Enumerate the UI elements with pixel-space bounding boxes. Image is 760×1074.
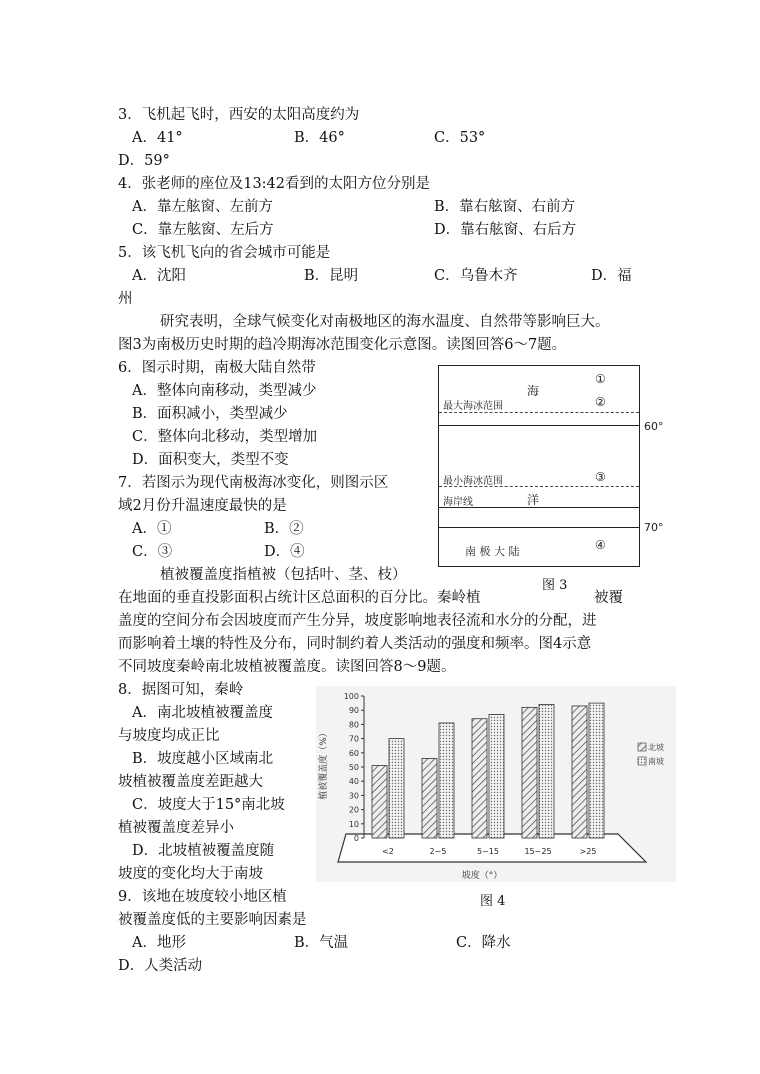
bar-south-slope bbox=[489, 714, 504, 838]
q4-option-d: D．靠右舷窗、右后方 bbox=[434, 222, 577, 238]
chart-y-axis-label: 植被覆盖度（%） bbox=[319, 728, 329, 800]
y-tick-label: 90 bbox=[348, 706, 359, 716]
q9-option-a: A．地形 bbox=[132, 935, 186, 951]
y-tick-label: 20 bbox=[348, 805, 359, 815]
q3-option-b: B．46° bbox=[294, 130, 345, 146]
legend-label: 北坡 bbox=[648, 743, 664, 752]
bar-south-slope bbox=[539, 705, 554, 838]
y-tick-label: 10 bbox=[348, 819, 359, 829]
y-tick-label: 70 bbox=[348, 734, 359, 744]
q9-stem-line2: 被覆盖度低的主要影响因素是 bbox=[118, 912, 307, 928]
y-tick-label: 0 bbox=[353, 834, 359, 843]
x-tick-label: 2~5 bbox=[429, 847, 447, 856]
bar-north-slope bbox=[572, 706, 587, 838]
q7-option-a: A．① bbox=[132, 521, 172, 537]
fig3-coastline bbox=[439, 507, 639, 508]
q6-option-a: A．整体向南移动，类型减少 bbox=[132, 383, 317, 399]
chart-x-axis-label: 坡度（°） bbox=[461, 871, 503, 881]
q6-stem: 6．图示时期，南极大陆自然带 bbox=[118, 360, 316, 376]
q6-option-b: B．面积减小，类型减少 bbox=[132, 406, 288, 422]
fig3-min-ice-label: 最小海冰范围 bbox=[443, 476, 503, 487]
q3-option-a: A．41° bbox=[132, 130, 183, 146]
q4-option-c: C．靠左舷窗、左后方 bbox=[132, 222, 274, 238]
y-tick-label: 30 bbox=[348, 791, 359, 801]
legend-swatch bbox=[638, 743, 646, 751]
y-tick-label: 100 bbox=[343, 692, 359, 701]
q3-option-c: C．53° bbox=[434, 130, 486, 146]
q8-option-a-line1: A．南北坡植被覆盖度 bbox=[132, 705, 273, 721]
figure-4-caption: 图 4 bbox=[480, 894, 506, 909]
y-tick-label: 80 bbox=[348, 720, 359, 730]
fig3-marker-2: ② bbox=[595, 395, 606, 409]
q5-option-c: C．乌鲁木齐 bbox=[434, 268, 518, 284]
legend-label: 南坡 bbox=[648, 757, 664, 766]
q7-stem-line2: 域2月份升温速度最快的是 bbox=[118, 498, 287, 514]
q9-option-d: D．人类活动 bbox=[118, 958, 203, 974]
figure-3-diagram bbox=[438, 365, 640, 567]
q8-option-d-line2: 坡度的变化均大于南坡 bbox=[118, 866, 263, 882]
bar-north-slope bbox=[522, 707, 537, 838]
q9-option-b: B．气温 bbox=[294, 935, 349, 951]
passage2-line2: 在地面的垂直投影面积占统计区总面积的百分比。秦岭植 bbox=[118, 590, 481, 606]
fig3-lat60-label: 60° bbox=[644, 420, 664, 433]
passage2-line4: 而影响着土壤的特性及分布，同时制约着人类活动的强度和频率。图4示意 bbox=[118, 636, 592, 652]
passage1-line2: 图3为南极历史时期的趋冷期海冰范围变化示意图。读图回答6～7题。 bbox=[118, 337, 567, 353]
q9-option-c: C．降水 bbox=[456, 935, 511, 951]
q7-stem-line1: 7．若图示为现代南极海冰变化，则图示区 bbox=[118, 475, 389, 491]
q7-option-b: B．② bbox=[264, 521, 304, 537]
q8-option-c-line2: 植被覆盖度差异小 bbox=[118, 820, 234, 836]
q8-option-c-line1: C．坡度大于15°南北坡 bbox=[132, 797, 285, 813]
q8-stem: 8．据图可知，秦岭 bbox=[118, 682, 244, 698]
bar-south-slope bbox=[389, 739, 404, 838]
q8-option-d-line1: D．北坡植被覆盖度随 bbox=[132, 843, 275, 859]
bar-north-slope bbox=[422, 758, 437, 838]
bar-south-slope bbox=[589, 703, 604, 838]
fig3-coastline-label: 海岸线 bbox=[443, 497, 473, 508]
fig3-max-ice-line bbox=[439, 412, 639, 413]
q3-option-d: D．59° bbox=[118, 153, 170, 169]
fig3-lat70-label: 70° bbox=[644, 521, 664, 534]
x-tick-label: 5~15 bbox=[477, 847, 499, 856]
y-tick-label: 40 bbox=[348, 777, 359, 787]
x-tick-label: <2 bbox=[382, 847, 394, 856]
legend-swatch bbox=[638, 757, 646, 765]
q5-option-a: A．沈阳 bbox=[132, 268, 186, 284]
q4-option-b: B．靠右舷窗、右前方 bbox=[434, 199, 576, 215]
q9-stem-line1: 9．该地在坡度较小地区植 bbox=[118, 889, 287, 905]
passage2-line3: 盖度的空间分布会因坡度而产生分异，坡度影响地表径流和水分的分配，进 bbox=[118, 613, 597, 629]
fig3-sea-label: 海 bbox=[527, 384, 540, 398]
q8-option-a-line2: 与坡度均成正比 bbox=[118, 728, 220, 744]
q5-stem: 5．该飞机飞向的省会城市可能是 bbox=[118, 245, 331, 261]
q5-option-d-wrap: 州 bbox=[118, 291, 133, 307]
y-tick-label: 60 bbox=[348, 748, 359, 758]
q8-option-b-line1: B．坡度越小区域南北 bbox=[132, 751, 274, 767]
fig3-marker-1: ① bbox=[595, 372, 606, 386]
fig3-lat60-line bbox=[439, 425, 639, 426]
fig3-continent-label: 南 极 大 陆 bbox=[465, 545, 520, 558]
fig3-lat70-line bbox=[439, 527, 639, 528]
q3-stem: 3．飞机起飞时，西安的太阳高度约为 bbox=[118, 107, 360, 123]
q7-option-c: C．③ bbox=[132, 544, 173, 560]
fig3-marker-3: ③ bbox=[595, 470, 606, 484]
x-tick-label: 15~25 bbox=[524, 847, 552, 856]
bar-north-slope bbox=[472, 719, 487, 838]
q5-option-d: D．福 bbox=[591, 268, 632, 284]
q6-option-c: C．整体向北移动，类型增加 bbox=[132, 429, 318, 445]
figure-3-caption: 图 3 bbox=[542, 578, 568, 593]
q6-option-d: D．面积变大，类型不变 bbox=[132, 452, 289, 468]
bar-north-slope bbox=[372, 766, 387, 838]
passage2-line1: 植被覆盖度指植被（包括叶、茎、枝） bbox=[160, 567, 407, 583]
fig3-max-ice-label: 最大海冰范围 bbox=[443, 401, 503, 412]
q5-option-b: B．昆明 bbox=[304, 268, 359, 284]
fig3-marker-4: ④ bbox=[595, 538, 606, 552]
fig3-ocean-label: 洋 bbox=[527, 493, 540, 507]
figure-4-chart bbox=[316, 686, 676, 882]
fig3-min-ice-line bbox=[439, 486, 639, 487]
q4-option-a: A．靠左舷窗、左前方 bbox=[132, 199, 273, 215]
bar-south-slope bbox=[439, 723, 454, 838]
q8-option-b-line2: 坡植被覆盖度差距越大 bbox=[118, 774, 263, 790]
q7-option-d: D．④ bbox=[264, 544, 305, 560]
x-tick-label: >25 bbox=[579, 847, 597, 856]
y-tick-label: 50 bbox=[348, 763, 359, 772]
passage2-line5: 不同坡度秦岭南北坡植被覆盖度。读图回答8～9题。 bbox=[118, 659, 456, 675]
passage2-line2-end: 被覆 bbox=[594, 590, 623, 606]
passage1-line1: 研究表明，全球气候变化对南极地区的海水温度、自然带等影响巨大。 bbox=[160, 314, 610, 330]
q4-stem: 4．张老师的座位及13:42看到的太阳方位分别是 bbox=[118, 176, 431, 192]
